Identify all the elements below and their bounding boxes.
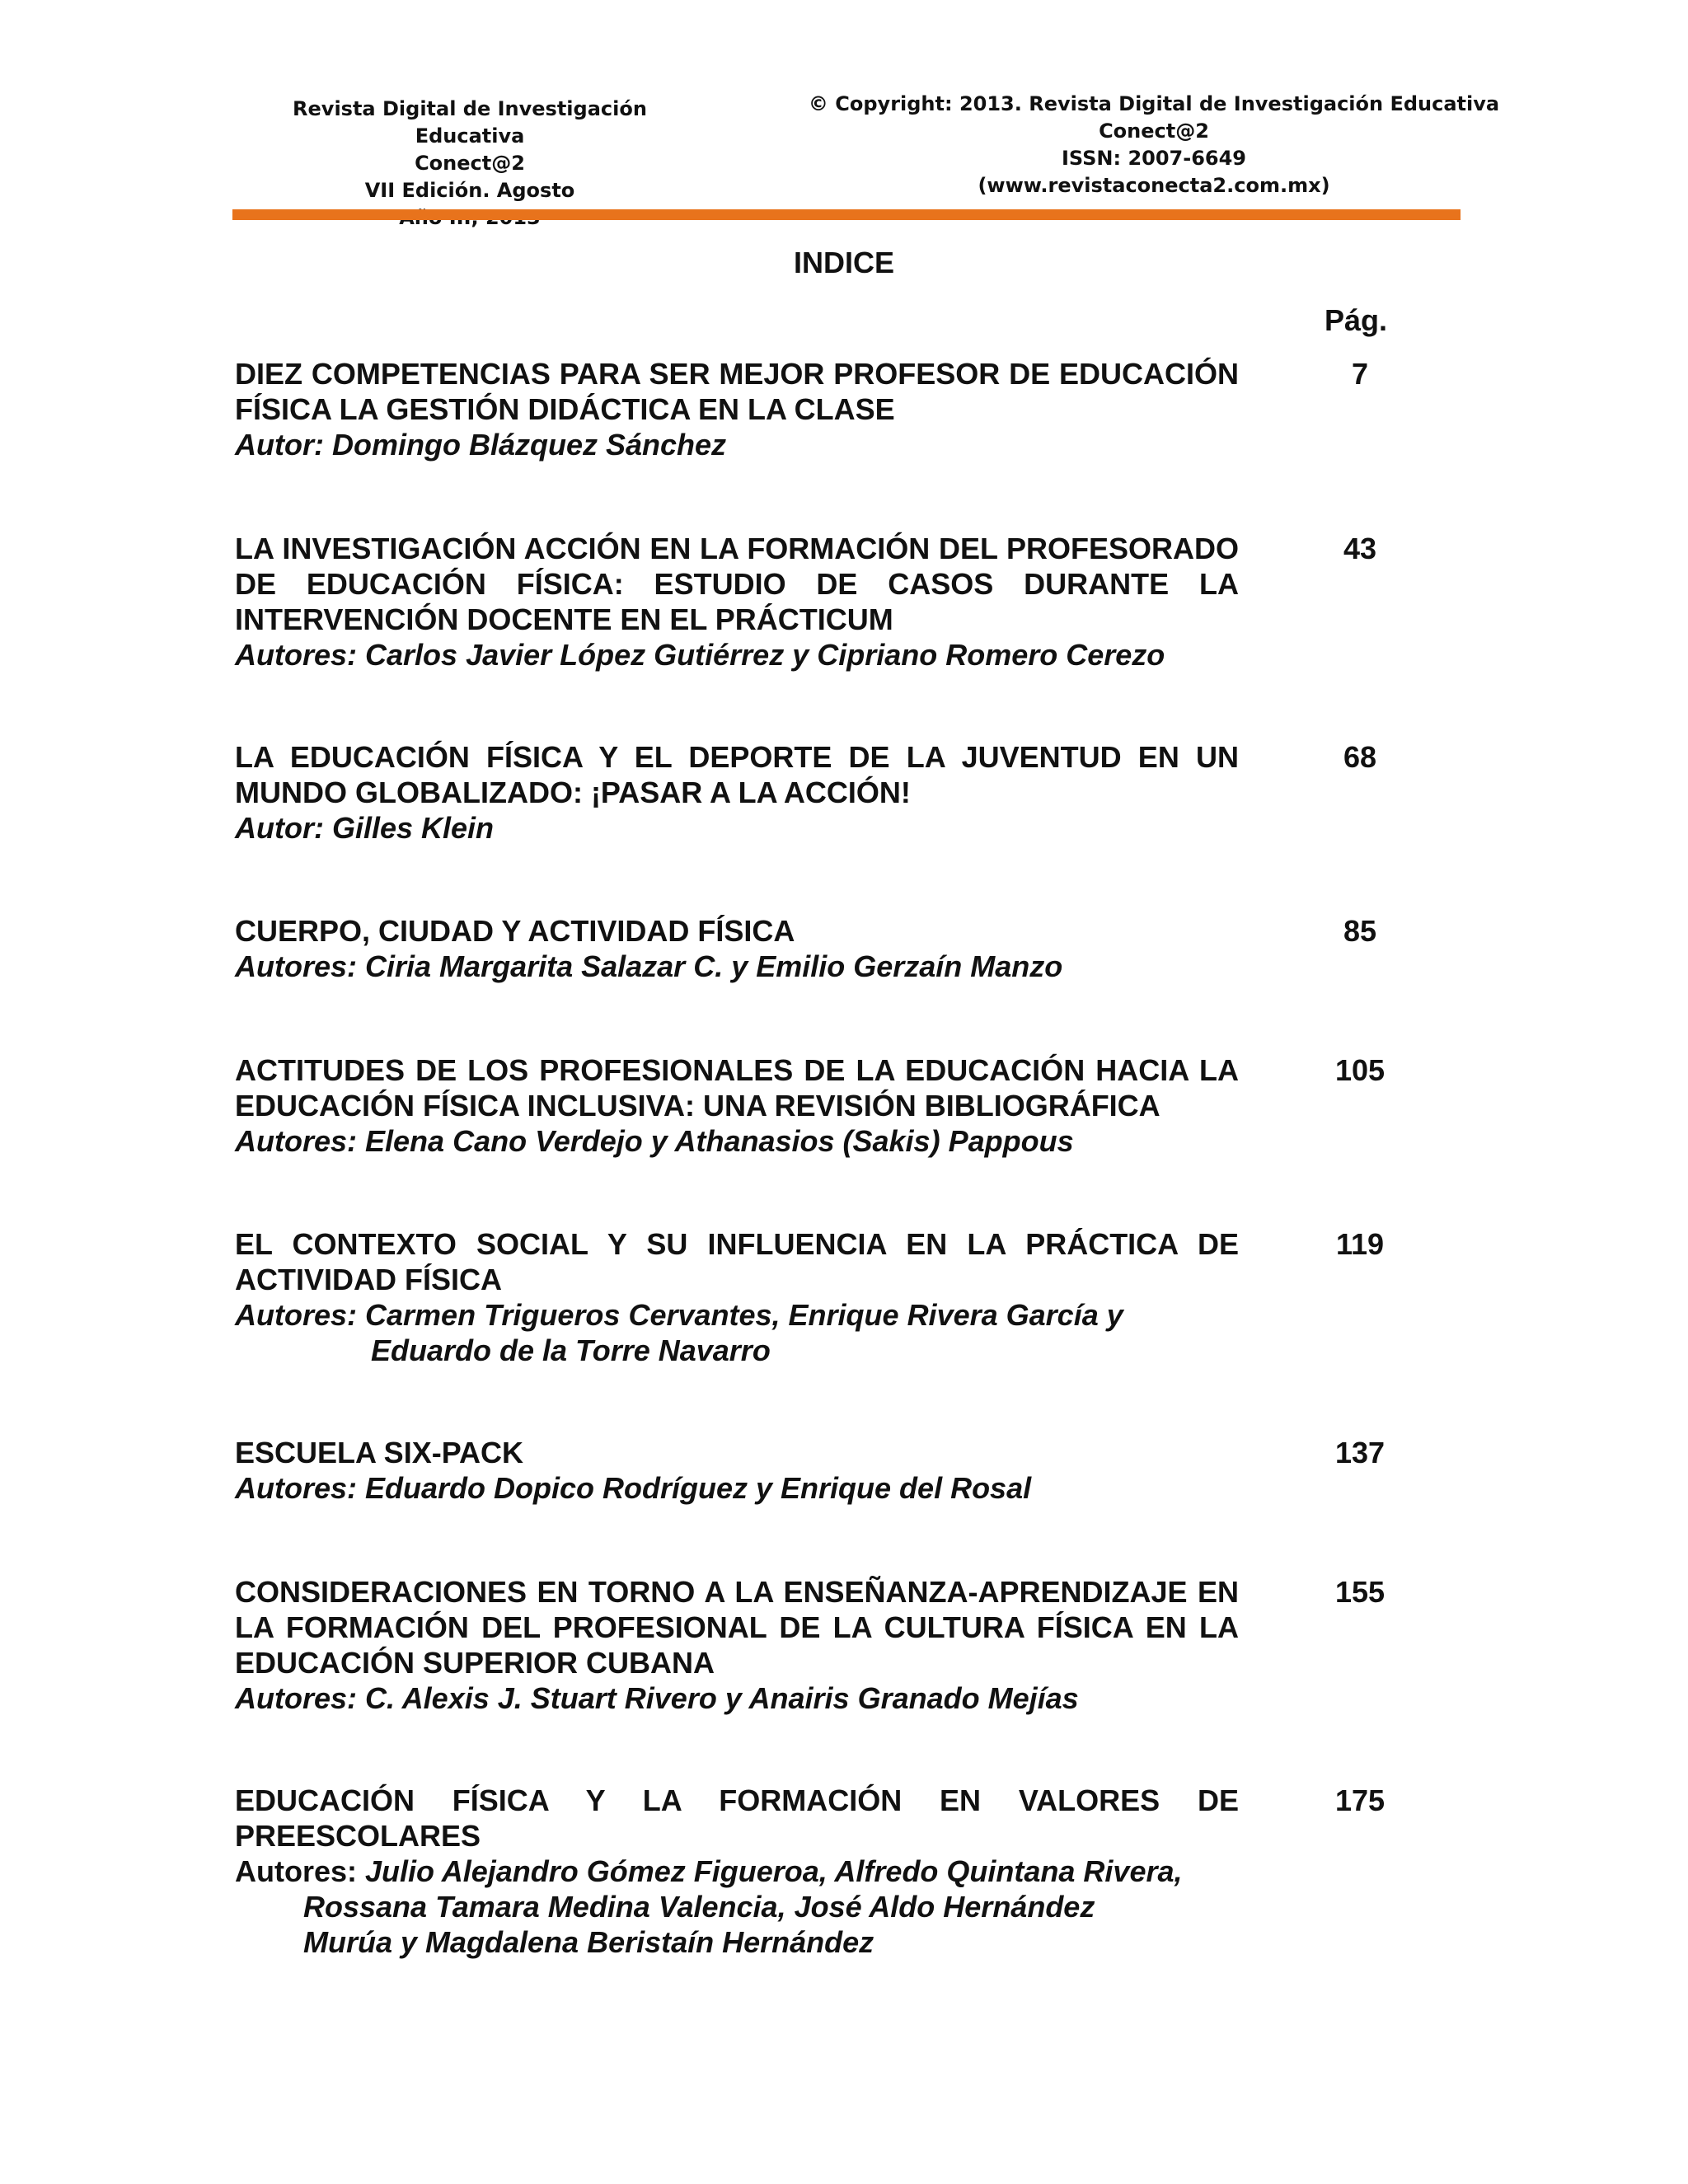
index-entry [235, 531, 1422, 673]
edition: VII Edición. Agosto [364, 179, 575, 202]
page-number: 43 [1343, 532, 1377, 565]
author-label: Autores: [235, 1471, 358, 1505]
author-names-continued: Murúa y Magdalena Beristaín Hernández [303, 1925, 874, 1959]
article-title: LA EDUCACIÓN FÍSICA Y EL DEPORTE DE LA JUVENTUD EN UN MUNDO GLOBALIZADO: ¡PASAR A LA ACCIÓN! [235, 740, 1239, 809]
article-authors [235, 637, 1239, 673]
index-entry [235, 1783, 1422, 1960]
index-entry [235, 913, 1422, 984]
author-names: Elena Cano Verdejo y Athanasios (Sakis) Pappous [357, 1124, 1074, 1158]
article-authors [235, 427, 1239, 462]
author-names: Julio Alejandro Gómez Figueroa, Alfredo Quintana Rivera, [357, 1854, 1183, 1888]
article-title: DIEZ COMPETENCIAS PARA SER MEJOR PROFESOR DE EDUCACIÓN FÍSICA LA GESTIÓN DIDÁCTICA EN LA CLASE [235, 357, 1239, 426]
author-names: Gilles Klein [323, 811, 495, 845]
author-label: Autores: [235, 1854, 358, 1888]
issn: ISSN: 2007-6649 [1061, 147, 1246, 170]
page-number: 68 [1343, 740, 1377, 774]
article-authors [235, 1680, 1239, 1716]
author-names: Domingo Blázquez Sánchez [323, 428, 727, 462]
website: (www.revistaconecta2.com.mx) [978, 174, 1330, 197]
author-label: Autores: [235, 1681, 358, 1715]
article-authors [235, 1297, 1239, 1368]
author-names: C. Alexis J. Stuart Rivero y Anairis Granado Mejías [357, 1681, 1079, 1715]
article-authors [235, 1123, 1239, 1159]
page-number: 137 [1334, 1436, 1386, 1469]
page-number: 175 [1334, 1783, 1386, 1817]
index-entry [235, 356, 1422, 462]
page-column-heading: Pág. [1324, 303, 1388, 337]
author-label: Autor: [235, 428, 324, 462]
author-names-continued: Rossana Tamara Medina Valencia, José Aldo Hernández [303, 1890, 1095, 1924]
index-entry [235, 1574, 1422, 1716]
article-title: CUERPO, CIUDAD Y ACTIVIDAD FÍSICA [235, 914, 795, 948]
page-number: 7 [1351, 357, 1369, 391]
article-title: EDUCACIÓN FÍSICA Y LA FORMACIÓN EN VALORES DE PREESCOLARES [235, 1783, 1239, 1853]
index-entry [235, 1435, 1422, 1506]
article-authors [235, 1854, 1239, 1960]
page-number: 155 [1334, 1575, 1386, 1609]
article-title: LA INVESTIGACIÓN ACCIÓN EN LA FORMACIÓN DEL PROFESORADO DE EDUCACIÓN FÍSICA: ESTUDIO DE CASOS DURANTE LA INTERVENCIÓN DOCENTE EN EL PRÁCTICUM [235, 532, 1239, 636]
article-authors [235, 949, 1239, 984]
article-title: ESCUELA SIX-PACK [235, 1436, 524, 1469]
author-label: Autores: [235, 949, 358, 983]
copyright-short-name: Conect@2 [1099, 120, 1209, 143]
page-title: INDICE [793, 246, 894, 279]
article-title: EL CONTEXTO SOCIAL Y SU INFLUENCIA EN LA PRÁCTICA DE ACTIVIDAD FÍSICA [235, 1227, 1239, 1296]
author-label: Autor: [235, 811, 324, 845]
author-names: Eduardo Dopico Rodríguez y Enrique del Rosal [357, 1471, 1032, 1505]
author-names-continued: Eduardo de la Torre Navarro [371, 1333, 771, 1367]
journal-short-name: Conect@2 [415, 152, 525, 175]
journal-name: Revista Digital de Investigación Educativa [293, 97, 647, 148]
author-label: Autores: [235, 638, 358, 672]
author-label: Autores: [235, 1124, 358, 1158]
header-divider [232, 209, 1461, 220]
article-authors [235, 1470, 1239, 1506]
copyright-line: © Copyright: 2013. Revista Digital de Investigación Educativa [808, 92, 1500, 115]
article-title: ACTITUDES DE LOS PROFESIONALES DE LA EDUCACIÓN HACIA LA EDUCACIÓN FÍSICA INCLUSIVA: UNA REVISIÓN BIBLIOGRÁFICA [235, 1053, 1239, 1122]
index-entry [235, 1226, 1422, 1368]
article-title: CONSIDERACIONES EN TORNO A LA ENSEÑANZA-APRENDIZAJE EN LA FORMACIÓN DEL PROFESIONAL DE LA CULTURA FÍSICA EN LA EDUCACIÓN SUPERIOR CUBANA [235, 1575, 1239, 1680]
author-label: Autores: [235, 1298, 358, 1332]
index-entry [235, 739, 1422, 846]
page-number: 119 [1335, 1227, 1385, 1261]
page-number: 105 [1334, 1053, 1386, 1087]
page-number: 85 [1343, 914, 1377, 948]
author-names: Carlos Javier López Gutiérrez y Cipriano Romero Cerezo [357, 638, 1165, 672]
copyright-info [808, 91, 1500, 199]
author-names: Carmen Trigueros Cervantes, Enrique Rivera García y [357, 1298, 1123, 1332]
author-names: Ciria Margarita Salazar C. y Emilio Gerzaín Manzo [357, 949, 1063, 983]
article-authors [235, 810, 1239, 846]
index-entry [235, 1052, 1422, 1159]
